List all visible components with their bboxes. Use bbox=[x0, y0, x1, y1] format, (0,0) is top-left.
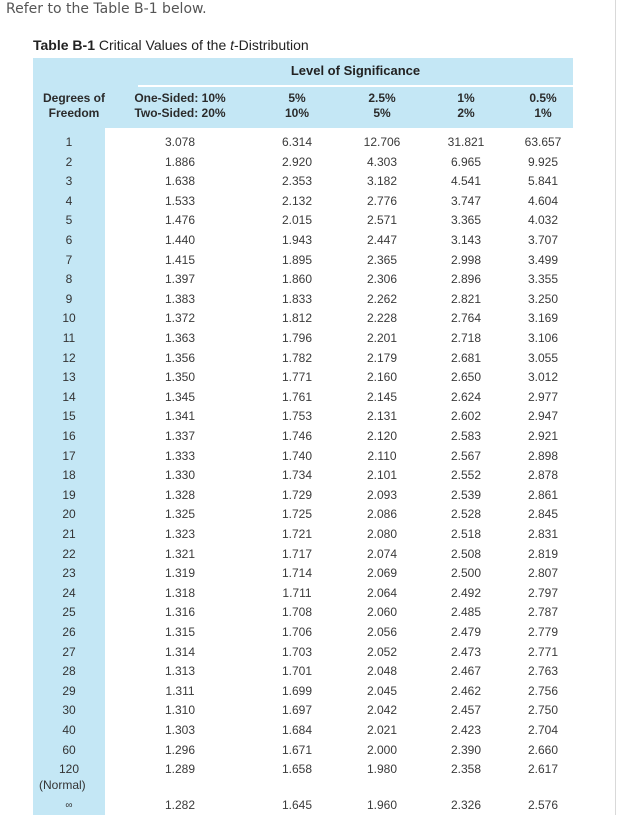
df-cell: 25 bbox=[62, 605, 76, 620]
value-cell: 1.711 bbox=[282, 585, 312, 600]
value-cell: 3.707 bbox=[527, 233, 559, 247]
value-cell: 2.056 bbox=[366, 625, 398, 639]
value-cell: 2.326 bbox=[450, 798, 482, 812]
value-cell: 2.060 bbox=[366, 605, 398, 620]
value-cell: 1.699 bbox=[281, 683, 313, 698]
value-cell: 6.965 bbox=[450, 154, 482, 169]
value-cell: 2.086 bbox=[366, 507, 398, 522]
value-cell: 1.708 bbox=[281, 605, 313, 620]
table-row bbox=[33, 250, 573, 270]
value-cell: 1.761 bbox=[281, 389, 313, 404]
value-cell: 1.303 bbox=[164, 723, 196, 737]
df-header-line2: Freedom bbox=[48, 106, 100, 120]
value-cell: 2.807 bbox=[527, 566, 559, 581]
value-cell: 1.282 bbox=[164, 798, 196, 812]
table-row bbox=[33, 720, 573, 740]
value-cell: 1.315 bbox=[164, 625, 196, 639]
value-cell: 63.657 bbox=[524, 135, 562, 149]
value-cell: 3.365 bbox=[450, 213, 482, 228]
col-header-2 bbox=[265, 91, 329, 121]
value-cell: 2.110 bbox=[367, 448, 397, 463]
value-cell: 2.132 bbox=[281, 193, 313, 208]
col-header-5 bbox=[513, 91, 573, 121]
value-cell: 4.303 bbox=[366, 154, 398, 169]
df-cell: 6 bbox=[65, 233, 73, 247]
value-cell: 2.583 bbox=[450, 429, 482, 443]
table-row bbox=[33, 191, 573, 211]
value-cell: 2.776 bbox=[366, 193, 398, 208]
value-cell: 1.796 bbox=[281, 331, 313, 345]
value-cell: 3.250 bbox=[527, 291, 559, 306]
value-cell: 2.074 bbox=[366, 546, 398, 561]
df-cell: 11 bbox=[62, 331, 76, 345]
table-row bbox=[33, 700, 573, 720]
value-cell: 1.771 bbox=[281, 370, 313, 385]
df-cell: 15 bbox=[62, 409, 76, 424]
value-cell: 2.015 bbox=[281, 213, 313, 228]
table-row bbox=[33, 152, 573, 172]
value-cell: 1.325 bbox=[164, 507, 196, 522]
value-cell: 2.750 bbox=[527, 703, 559, 718]
df-cell: 120 bbox=[58, 762, 80, 777]
col-header-3-line2: 5% bbox=[373, 106, 391, 120]
value-cell: 1.980 bbox=[366, 762, 398, 777]
caption-text-before: Critical Values of the bbox=[98, 37, 231, 53]
value-cell: 2.508 bbox=[450, 546, 482, 561]
value-cell: 1.714 bbox=[281, 566, 313, 581]
df-cell: 9 bbox=[65, 291, 73, 306]
value-cell: 1.383 bbox=[164, 291, 196, 306]
value-cell: 1.734 bbox=[281, 468, 313, 483]
value-cell: 2.576 bbox=[527, 798, 559, 812]
value-cell: 4.032 bbox=[527, 213, 559, 228]
value-cell: 2.145 bbox=[366, 389, 398, 404]
value-cell: 1.812 bbox=[281, 311, 313, 326]
value-cell: 2.365 bbox=[366, 252, 398, 267]
table-row bbox=[33, 387, 573, 407]
value-cell: 1.350 bbox=[164, 370, 196, 385]
intro-text: Refer to the Table B-1 below. bbox=[6, 1, 207, 17]
df-cell: 26 bbox=[62, 625, 76, 639]
value-cell: 1.310 bbox=[164, 703, 196, 718]
value-cell: 1.533 bbox=[164, 193, 196, 208]
table-row bbox=[33, 504, 573, 524]
value-cell: 1.313 bbox=[164, 664, 196, 679]
value-cell: 1.415 bbox=[164, 252, 196, 267]
value-cell: 1.717 bbox=[281, 546, 313, 561]
value-cell: 2.500 bbox=[450, 566, 482, 581]
level-of-significance-title: Level of Significance bbox=[290, 63, 421, 78]
col-header-1-line1: One-Sided: 10% bbox=[134, 91, 226, 105]
value-cell: 2.353 bbox=[281, 174, 313, 189]
value-cell: 1.316 bbox=[164, 605, 196, 620]
value-cell: 9.925 bbox=[527, 154, 559, 169]
value-cell: 2.000 bbox=[366, 742, 398, 757]
col-header-4 bbox=[434, 91, 498, 121]
t-distribution-table bbox=[33, 58, 573, 815]
df-cell: 19 bbox=[62, 487, 76, 502]
value-cell: 3.078 bbox=[164, 135, 196, 149]
value-cell: 2.048 bbox=[366, 664, 398, 679]
value-cell: 2.756 bbox=[527, 683, 559, 698]
caption-italic: t bbox=[230, 37, 235, 53]
value-cell: 1.323 bbox=[164, 527, 196, 541]
df-cell: 14 bbox=[62, 389, 76, 404]
value-cell: 1.684 bbox=[281, 723, 313, 737]
value-cell: 1.638 bbox=[164, 174, 196, 189]
value-cell: 2.042 bbox=[366, 703, 398, 718]
value-cell: 2.423 bbox=[450, 723, 482, 737]
table-row bbox=[33, 308, 573, 328]
value-cell: 2.571 bbox=[366, 213, 398, 228]
value-cell: 2.617 bbox=[527, 762, 559, 777]
value-cell: 2.602 bbox=[450, 409, 482, 424]
value-cell: 4.604 bbox=[527, 193, 559, 208]
value-cell: 2.131 bbox=[366, 409, 398, 424]
value-cell: 2.998 bbox=[450, 252, 482, 267]
value-cell: 3.355 bbox=[527, 272, 559, 287]
value-cell: 2.779 bbox=[527, 625, 559, 639]
table-row bbox=[33, 426, 573, 446]
value-cell: 1.697 bbox=[281, 703, 313, 718]
value-cell: 2.763 bbox=[527, 664, 559, 679]
col-header-3 bbox=[350, 91, 414, 121]
value-cell: 2.101 bbox=[366, 468, 398, 483]
value-cell: 2.262 bbox=[366, 291, 398, 306]
value-cell: 1.701 bbox=[281, 664, 313, 679]
df-cell: 20 bbox=[62, 507, 76, 522]
value-cell: 1.729 bbox=[281, 487, 313, 502]
col-header-5-line2: 1% bbox=[534, 106, 552, 120]
value-cell: 2.704 bbox=[527, 723, 559, 737]
df-cell: 4 bbox=[65, 193, 73, 208]
value-cell: 1.330 bbox=[164, 468, 196, 483]
value-cell: 6.314 bbox=[281, 135, 313, 149]
df-cell: 16 bbox=[62, 429, 76, 443]
table-row bbox=[33, 465, 573, 485]
table-row bbox=[33, 269, 573, 289]
value-cell: 1.440 bbox=[164, 233, 196, 247]
value-cell: 2.069 bbox=[366, 566, 398, 581]
value-cell: 2.718 bbox=[450, 331, 482, 345]
value-cell: 1.960 bbox=[366, 798, 398, 812]
value-cell: 1.341 bbox=[164, 409, 196, 424]
df-cell: 27 bbox=[62, 644, 76, 659]
table-row bbox=[33, 171, 573, 191]
value-cell: 2.650 bbox=[450, 370, 482, 385]
caption-label: Table B-1 bbox=[33, 37, 95, 53]
value-cell: 1.321 bbox=[164, 546, 196, 561]
value-cell: 1.328 bbox=[164, 487, 196, 502]
table-row bbox=[33, 602, 573, 622]
value-cell: 2.567 bbox=[450, 448, 482, 463]
df-cell: 5 bbox=[65, 213, 73, 228]
df-cell: 3 bbox=[65, 174, 73, 189]
df-cell: 7 bbox=[65, 252, 73, 267]
table-row bbox=[33, 681, 573, 701]
value-cell: 1.671 bbox=[281, 742, 313, 757]
col-header-1 bbox=[125, 91, 235, 121]
df-cell: ∞ bbox=[65, 800, 73, 811]
value-cell: 2.467 bbox=[450, 664, 482, 679]
value-cell: 1.782 bbox=[281, 350, 313, 365]
value-cell: 1.833 bbox=[281, 291, 313, 306]
value-cell: 2.492 bbox=[450, 585, 482, 600]
value-cell: 2.921 bbox=[527, 429, 559, 443]
table-row bbox=[33, 642, 573, 662]
col-header-2-line1: 5% bbox=[288, 91, 306, 105]
value-cell: 1.703 bbox=[281, 644, 313, 659]
value-cell: 3.747 bbox=[450, 193, 482, 208]
df-cell: 10 bbox=[62, 311, 76, 326]
value-cell: 1.895 bbox=[281, 252, 313, 267]
value-cell: 3.106 bbox=[527, 331, 559, 345]
value-cell: 3.055 bbox=[527, 350, 559, 365]
table-row bbox=[33, 406, 573, 426]
value-cell: 2.878 bbox=[527, 468, 559, 483]
value-cell: 1.397 bbox=[164, 272, 196, 287]
value-cell: 2.896 bbox=[450, 272, 482, 287]
value-cell: 1.314 bbox=[164, 644, 196, 659]
value-cell: 1.725 bbox=[281, 507, 313, 522]
value-cell: 3.012 bbox=[527, 370, 559, 385]
value-cell: 1.372 bbox=[164, 311, 196, 326]
value-cell: 2.358 bbox=[450, 762, 482, 777]
value-cell: 1.943 bbox=[281, 233, 313, 247]
value-cell: 2.861 bbox=[527, 487, 559, 502]
value-cell: 1.319 bbox=[164, 566, 196, 581]
value-cell: 2.539 bbox=[450, 487, 482, 502]
value-cell: 2.660 bbox=[527, 742, 559, 757]
value-cell: 1.886 bbox=[164, 154, 196, 169]
value-cell: 2.045 bbox=[366, 683, 398, 698]
df-cell: 30 bbox=[62, 703, 76, 718]
col-header-4-line2: 2% bbox=[457, 106, 475, 120]
value-cell: 2.819 bbox=[527, 546, 559, 561]
value-cell: 2.390 bbox=[450, 742, 482, 757]
df-cell: 18 bbox=[62, 468, 76, 483]
table-row bbox=[33, 132, 573, 152]
value-cell: 2.831 bbox=[527, 527, 559, 541]
df-cell: 21 bbox=[62, 527, 76, 541]
value-cell: 2.764 bbox=[450, 311, 482, 326]
table-row bbox=[33, 622, 573, 642]
value-cell: 2.306 bbox=[366, 272, 398, 287]
value-cell: 2.797 bbox=[527, 585, 559, 600]
value-cell: 1.746 bbox=[281, 429, 313, 443]
value-cell: 3.143 bbox=[450, 233, 482, 247]
value-cell: 1.860 bbox=[281, 272, 313, 287]
value-cell: 2.821 bbox=[450, 291, 482, 306]
value-cell: 1.289 bbox=[164, 762, 196, 777]
df-cell: 23 bbox=[62, 566, 76, 581]
df-cell: 22 bbox=[62, 546, 76, 561]
value-cell: 2.787 bbox=[527, 605, 559, 620]
col-header-1-line2: Two-Sided: 20% bbox=[134, 106, 226, 120]
table-row bbox=[33, 740, 573, 760]
table-row bbox=[33, 328, 573, 348]
value-cell: 2.093 bbox=[366, 487, 398, 502]
value-cell: 1.645 bbox=[281, 798, 313, 812]
table-row bbox=[33, 661, 573, 681]
value-cell: 2.485 bbox=[450, 605, 482, 620]
table-row bbox=[33, 367, 573, 387]
value-cell: 2.052 bbox=[366, 644, 398, 659]
df-cell: 2 bbox=[65, 154, 73, 169]
df-cell: 12 bbox=[62, 350, 76, 365]
value-cell: 2.080 bbox=[366, 527, 398, 541]
value-cell: 2.160 bbox=[366, 370, 398, 385]
df-cell: 60 bbox=[62, 742, 76, 757]
value-cell: 1.753 bbox=[281, 409, 313, 424]
value-cell: 1.658 bbox=[281, 762, 313, 777]
value-cell: 2.120 bbox=[366, 429, 398, 443]
value-cell: 1.356 bbox=[164, 350, 196, 365]
value-cell: 2.064 bbox=[366, 585, 398, 600]
value-cell: 2.977 bbox=[527, 389, 559, 404]
value-cell: 2.947 bbox=[527, 409, 559, 424]
value-cell: 1.296 bbox=[164, 742, 196, 757]
value-cell: 3.499 bbox=[527, 252, 559, 267]
col-header-4-line1: 1% bbox=[457, 91, 475, 105]
df-cell: 8 bbox=[65, 272, 73, 287]
table-row bbox=[33, 485, 573, 505]
value-cell: 2.920 bbox=[281, 154, 313, 169]
value-cell: 1.740 bbox=[281, 448, 313, 463]
table-row bbox=[33, 524, 573, 544]
df-cell: 13 bbox=[62, 370, 76, 385]
table-row-infinity bbox=[33, 795, 573, 815]
value-cell: 2.552 bbox=[450, 468, 482, 483]
df-cell: 29 bbox=[62, 683, 76, 698]
value-cell: 2.462 bbox=[450, 683, 482, 698]
value-cell: 2.201 bbox=[366, 331, 398, 345]
value-cell: 2.898 bbox=[527, 448, 559, 463]
table-row bbox=[33, 446, 573, 466]
value-cell: 1.706 bbox=[281, 625, 313, 639]
value-cell: 5.841 bbox=[527, 174, 559, 189]
df-cell: 24 bbox=[62, 585, 76, 600]
df-header-line1: Degrees of bbox=[42, 91, 106, 105]
value-cell: 3.182 bbox=[366, 174, 398, 189]
value-cell: 2.681 bbox=[450, 350, 482, 365]
df-cell: 40 bbox=[62, 723, 76, 737]
table-row bbox=[33, 759, 573, 779]
normal-label: (Normal) bbox=[39, 778, 86, 792]
value-cell: 2.624 bbox=[450, 389, 482, 404]
df-column-header bbox=[33, 91, 115, 121]
table-row bbox=[33, 210, 573, 230]
value-cell: 3.169 bbox=[527, 311, 559, 326]
value-cell: 1.333 bbox=[164, 448, 196, 463]
value-cell: 1.318 bbox=[164, 585, 196, 600]
value-cell: 2.473 bbox=[450, 644, 482, 659]
df-cell: 28 bbox=[62, 664, 76, 679]
value-cell: 1.311 bbox=[165, 683, 195, 698]
col-header-5-line1: 0.5% bbox=[529, 91, 557, 105]
value-cell: 1.363 bbox=[164, 331, 196, 345]
value-cell: 1.721 bbox=[281, 527, 313, 541]
value-cell: 2.845 bbox=[527, 507, 559, 522]
df-cell: 1 bbox=[65, 135, 73, 149]
value-cell: 2.457 bbox=[450, 703, 482, 718]
col-header-3-line1: 2.5% bbox=[368, 91, 396, 105]
table-row bbox=[33, 544, 573, 564]
value-cell: 2.228 bbox=[366, 311, 398, 326]
table-row bbox=[33, 583, 573, 603]
value-cell: 2.447 bbox=[366, 233, 398, 247]
caption-text-after: -Distribution bbox=[234, 37, 309, 53]
value-cell: 1.476 bbox=[164, 213, 196, 228]
value-cell: 1.337 bbox=[164, 429, 196, 443]
value-cell: 1.345 bbox=[164, 389, 196, 404]
table-row bbox=[33, 563, 573, 583]
value-cell: 12.706 bbox=[363, 135, 401, 149]
header-separator bbox=[138, 85, 573, 87]
value-cell: 2.479 bbox=[450, 625, 482, 639]
value-cell: 2.771 bbox=[527, 644, 559, 659]
table-row bbox=[33, 230, 573, 250]
value-cell: 2.518 bbox=[450, 527, 482, 541]
value-cell: 2.528 bbox=[450, 507, 482, 522]
table-caption bbox=[33, 37, 309, 53]
value-cell: 4.541 bbox=[450, 174, 482, 189]
value-cell: 2.179 bbox=[366, 350, 398, 365]
col-header-2-line2: 10% bbox=[284, 106, 310, 120]
value-cell: 2.021 bbox=[366, 723, 398, 737]
table-row bbox=[33, 348, 573, 368]
table-row bbox=[33, 289, 573, 309]
page-right-rule bbox=[615, 0, 616, 815]
value-cell: 31.821 bbox=[447, 135, 485, 149]
df-cell: 17 bbox=[62, 448, 76, 463]
